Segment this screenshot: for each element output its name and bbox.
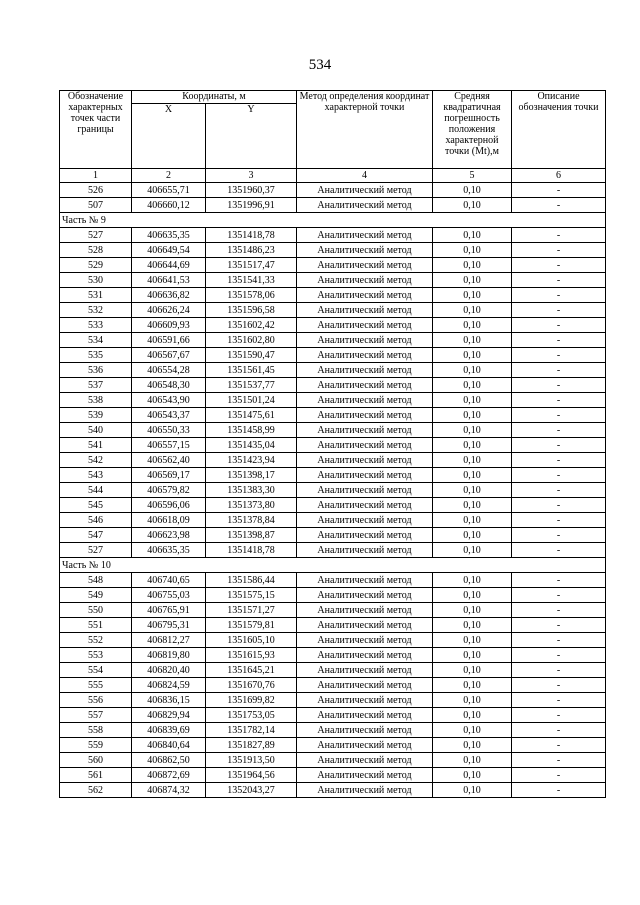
column-number: 1 [60, 169, 132, 183]
point-id-cell: 532 [60, 303, 132, 318]
point-id-cell: 556 [60, 693, 132, 708]
method-cell: Аналитический метод [297, 648, 433, 663]
x-coordinate-cell: 406554,28 [132, 363, 206, 378]
method-cell: Аналитический метод [297, 573, 433, 588]
point-id-cell: 530 [60, 273, 132, 288]
error-cell: 0,10 [433, 258, 512, 273]
header-description: Описание обозначения точки [512, 91, 606, 169]
x-coordinate-cell: 406840,64 [132, 738, 206, 753]
table-row [60, 723, 606, 738]
description-cell: - [512, 408, 606, 423]
point-id-cell: 554 [60, 663, 132, 678]
x-coordinate-cell: 406626,24 [132, 303, 206, 318]
method-cell: Аналитический метод [297, 258, 433, 273]
description-cell: - [512, 243, 606, 258]
method-cell: Аналитический метод [297, 453, 433, 468]
table-row [60, 348, 606, 363]
x-coordinate-cell: 406641,53 [132, 273, 206, 288]
y-coordinate-cell: 1351418,78 [206, 543, 297, 558]
column-number: 5 [433, 169, 512, 183]
description-cell: - [512, 783, 606, 798]
x-coordinate-cell: 406567,67 [132, 348, 206, 363]
error-cell: 0,10 [433, 543, 512, 558]
description-cell: - [512, 753, 606, 768]
error-cell: 0,10 [433, 603, 512, 618]
method-cell: Аналитический метод [297, 378, 433, 393]
column-number: 4 [297, 169, 433, 183]
table-row [60, 468, 606, 483]
error-cell: 0,10 [433, 273, 512, 288]
point-id-cell: 560 [60, 753, 132, 768]
x-coordinate-cell: 406812,27 [132, 633, 206, 648]
y-coordinate-cell: 1351458,99 [206, 423, 297, 438]
error-cell: 0,10 [433, 378, 512, 393]
y-coordinate-cell: 1351670,76 [206, 678, 297, 693]
y-coordinate-cell: 1351541,33 [206, 273, 297, 288]
point-id-cell: 527 [60, 228, 132, 243]
x-coordinate-cell: 406636,82 [132, 288, 206, 303]
description-cell: - [512, 708, 606, 723]
table-row [60, 483, 606, 498]
point-id-cell: 555 [60, 678, 132, 693]
method-cell: Аналитический метод [297, 438, 433, 453]
method-cell: Аналитический метод [297, 318, 433, 333]
column-number: 6 [512, 169, 606, 183]
method-cell: Аналитический метод [297, 483, 433, 498]
x-coordinate-cell: 406596,06 [132, 498, 206, 513]
description-cell: - [512, 663, 606, 678]
header-point-designation: Обозначение характерных точек части границы [60, 91, 132, 169]
table-row [60, 663, 606, 678]
description-cell: - [512, 468, 606, 483]
table-row [60, 378, 606, 393]
table-row [60, 243, 606, 258]
point-id-cell: 538 [60, 393, 132, 408]
table-row [60, 768, 606, 783]
method-cell: Аналитический метод [297, 693, 433, 708]
description-cell: - [512, 483, 606, 498]
method-cell: Аналитический метод [297, 348, 433, 363]
description-cell: - [512, 348, 606, 363]
table-row [60, 753, 606, 768]
error-cell: 0,10 [433, 768, 512, 783]
x-coordinate-cell: 406655,71 [132, 183, 206, 198]
error-cell: 0,10 [433, 783, 512, 798]
x-coordinate-cell: 406644,69 [132, 258, 206, 273]
x-coordinate-cell: 406819,80 [132, 648, 206, 663]
y-coordinate-cell: 1351486,23 [206, 243, 297, 258]
x-coordinate-cell: 406579,82 [132, 483, 206, 498]
table-row [60, 198, 606, 213]
point-id-cell: 549 [60, 588, 132, 603]
point-id-cell: 507 [60, 198, 132, 213]
table-row [60, 543, 606, 558]
y-coordinate-cell: 1351605,10 [206, 633, 297, 648]
point-id-cell: 535 [60, 348, 132, 363]
error-cell: 0,10 [433, 663, 512, 678]
description-cell: - [512, 198, 606, 213]
table-row [60, 303, 606, 318]
description-cell: - [512, 543, 606, 558]
error-cell: 0,10 [433, 198, 512, 213]
part-label: Часть № 9 [60, 213, 606, 228]
y-coordinate-cell: 1352043,27 [206, 783, 297, 798]
error-cell: 0,10 [433, 318, 512, 333]
point-id-cell: 561 [60, 768, 132, 783]
table-row [60, 423, 606, 438]
method-cell: Аналитический метод [297, 738, 433, 753]
point-id-cell: 553 [60, 648, 132, 663]
table-row [60, 408, 606, 423]
method-cell: Аналитический метод [297, 183, 433, 198]
x-coordinate-cell: 406562,40 [132, 453, 206, 468]
table-row [60, 708, 606, 723]
header-error: Средняя квадратичная погрешность положения характерной точки (Mt),м [433, 91, 512, 169]
table-row [60, 273, 606, 288]
error-cell: 0,10 [433, 498, 512, 513]
description-cell: - [512, 288, 606, 303]
method-cell: Аналитический метод [297, 723, 433, 738]
point-id-cell: 529 [60, 258, 132, 273]
point-id-cell: 545 [60, 498, 132, 513]
method-cell: Аналитический метод [297, 663, 433, 678]
error-cell: 0,10 [433, 393, 512, 408]
description-cell: - [512, 618, 606, 633]
table-row [60, 333, 606, 348]
error-cell: 0,10 [433, 243, 512, 258]
point-id-cell: 534 [60, 333, 132, 348]
x-coordinate-cell: 406623,98 [132, 528, 206, 543]
error-cell: 0,10 [433, 573, 512, 588]
x-coordinate-cell: 406618,09 [132, 513, 206, 528]
point-id-cell: 531 [60, 288, 132, 303]
table-row [60, 618, 606, 633]
x-coordinate-cell: 406548,30 [132, 378, 206, 393]
error-cell: 0,10 [433, 693, 512, 708]
description-cell: - [512, 318, 606, 333]
description-cell: - [512, 723, 606, 738]
error-cell: 0,10 [433, 708, 512, 723]
x-coordinate-cell: 406824,59 [132, 678, 206, 693]
x-coordinate-cell: 406591,66 [132, 333, 206, 348]
error-cell: 0,10 [433, 303, 512, 318]
method-cell: Аналитический метод [297, 513, 433, 528]
y-coordinate-cell: 1351615,93 [206, 648, 297, 663]
table-row [60, 678, 606, 693]
error-cell: 0,10 [433, 753, 512, 768]
error-cell: 0,10 [433, 453, 512, 468]
point-id-cell: 550 [60, 603, 132, 618]
table-row [60, 393, 606, 408]
method-cell: Аналитический метод [297, 498, 433, 513]
table-row [60, 573, 606, 588]
method-cell: Аналитический метод [297, 603, 433, 618]
error-cell: 0,10 [433, 513, 512, 528]
column-number: 2 [132, 169, 206, 183]
table-row [60, 633, 606, 648]
y-coordinate-cell: 1351579,81 [206, 618, 297, 633]
header-x: X [132, 104, 206, 169]
y-coordinate-cell: 1351590,47 [206, 348, 297, 363]
y-coordinate-cell: 1351645,21 [206, 663, 297, 678]
method-cell: Аналитический метод [297, 198, 433, 213]
y-coordinate-cell: 1351827,89 [206, 738, 297, 753]
point-id-cell: 546 [60, 513, 132, 528]
description-cell: - [512, 303, 606, 318]
description-cell: - [512, 573, 606, 588]
table-row [60, 738, 606, 753]
y-coordinate-cell: 1351571,27 [206, 603, 297, 618]
method-cell: Аналитический метод [297, 333, 433, 348]
table-row [60, 603, 606, 618]
point-id-cell: 543 [60, 468, 132, 483]
description-cell: - [512, 333, 606, 348]
method-cell: Аналитический метод [297, 228, 433, 243]
method-cell: Аналитический метод [297, 363, 433, 378]
table-row [60, 318, 606, 333]
error-cell: 0,10 [433, 363, 512, 378]
page-number: 534 [308, 57, 332, 73]
y-coordinate-cell: 1351561,45 [206, 363, 297, 378]
x-coordinate-cell: 406862,50 [132, 753, 206, 768]
x-coordinate-cell: 406829,94 [132, 708, 206, 723]
method-cell: Аналитический метод [297, 708, 433, 723]
error-cell: 0,10 [433, 723, 512, 738]
x-coordinate-cell: 406660,12 [132, 198, 206, 213]
method-cell: Аналитический метод [297, 678, 433, 693]
error-cell: 0,10 [433, 588, 512, 603]
x-coordinate-cell: 406649,54 [132, 243, 206, 258]
description-cell: - [512, 678, 606, 693]
y-coordinate-cell: 1351398,87 [206, 528, 297, 543]
method-cell: Аналитический метод [297, 288, 433, 303]
point-id-cell: 548 [60, 573, 132, 588]
method-cell: Аналитический метод [297, 618, 433, 633]
y-coordinate-cell: 1351575,15 [206, 588, 297, 603]
table-row [60, 528, 606, 543]
x-coordinate-cell: 406872,69 [132, 768, 206, 783]
x-coordinate-cell: 406836,15 [132, 693, 206, 708]
description-cell: - [512, 273, 606, 288]
method-cell: Аналитический метод [297, 273, 433, 288]
x-coordinate-cell: 406765,91 [132, 603, 206, 618]
point-id-cell: 558 [60, 723, 132, 738]
method-cell: Аналитический метод [297, 633, 433, 648]
point-id-cell: 557 [60, 708, 132, 723]
description-cell: - [512, 528, 606, 543]
y-coordinate-cell: 1351913,50 [206, 753, 297, 768]
table-row [60, 783, 606, 798]
column-numbers-row [60, 169, 606, 183]
y-coordinate-cell: 1351475,61 [206, 408, 297, 423]
part-header-row [60, 213, 606, 228]
error-cell: 0,10 [433, 348, 512, 363]
error-cell: 0,10 [433, 483, 512, 498]
x-coordinate-cell: 406874,32 [132, 783, 206, 798]
y-coordinate-cell: 1351398,17 [206, 468, 297, 483]
table-row [60, 438, 606, 453]
y-coordinate-cell: 1351996,91 [206, 198, 297, 213]
part-label: Часть № 10 [60, 558, 606, 573]
error-cell: 0,10 [433, 468, 512, 483]
y-coordinate-cell: 1351602,80 [206, 333, 297, 348]
header-method: Метод определения координат характерной точки [297, 91, 433, 169]
table-row [60, 513, 606, 528]
description-cell: - [512, 738, 606, 753]
description-cell: - [512, 393, 606, 408]
x-coordinate-cell: 406543,90 [132, 393, 206, 408]
point-id-cell: 542 [60, 453, 132, 468]
method-cell: Аналитический метод [297, 423, 433, 438]
error-cell: 0,10 [433, 333, 512, 348]
point-id-cell: 562 [60, 783, 132, 798]
error-cell: 0,10 [433, 528, 512, 543]
header-coordinates: Координаты, м [132, 91, 297, 104]
column-number: 3 [206, 169, 297, 183]
x-coordinate-cell: 406740,65 [132, 573, 206, 588]
point-id-cell: 547 [60, 528, 132, 543]
error-cell: 0,10 [433, 438, 512, 453]
point-id-cell: 526 [60, 183, 132, 198]
y-coordinate-cell: 1351383,30 [206, 483, 297, 498]
method-cell: Аналитический метод [297, 753, 433, 768]
x-coordinate-cell: 406609,93 [132, 318, 206, 333]
description-cell: - [512, 258, 606, 273]
description-cell: - [512, 768, 606, 783]
table-row [60, 693, 606, 708]
error-cell: 0,10 [433, 228, 512, 243]
table-row [60, 363, 606, 378]
description-cell: - [512, 378, 606, 393]
error-cell: 0,10 [433, 183, 512, 198]
description-cell: - [512, 228, 606, 243]
method-cell: Аналитический метод [297, 783, 433, 798]
error-cell: 0,10 [433, 738, 512, 753]
description-cell: - [512, 453, 606, 468]
y-coordinate-cell: 1351586,44 [206, 573, 297, 588]
method-cell: Аналитический метод [297, 543, 433, 558]
point-id-cell: 559 [60, 738, 132, 753]
description-cell: - [512, 363, 606, 378]
method-cell: Аналитический метод [297, 393, 433, 408]
y-coordinate-cell: 1351602,42 [206, 318, 297, 333]
table-row [60, 498, 606, 513]
y-coordinate-cell: 1351782,14 [206, 723, 297, 738]
y-coordinate-cell: 1351578,06 [206, 288, 297, 303]
point-id-cell: 539 [60, 408, 132, 423]
y-coordinate-cell: 1351960,37 [206, 183, 297, 198]
point-id-cell: 537 [60, 378, 132, 393]
table-row [60, 288, 606, 303]
error-cell: 0,10 [433, 408, 512, 423]
y-coordinate-cell: 1351964,56 [206, 768, 297, 783]
description-cell: - [512, 648, 606, 663]
method-cell: Аналитический метод [297, 408, 433, 423]
y-coordinate-cell: 1351753,05 [206, 708, 297, 723]
table-row [60, 258, 606, 273]
method-cell: Аналитический метод [297, 468, 433, 483]
description-cell: - [512, 633, 606, 648]
x-coordinate-cell: 406755,03 [132, 588, 206, 603]
point-id-cell: 533 [60, 318, 132, 333]
point-id-cell: 552 [60, 633, 132, 648]
error-cell: 0,10 [433, 678, 512, 693]
table-row [60, 453, 606, 468]
y-coordinate-cell: 1351699,82 [206, 693, 297, 708]
description-cell: - [512, 423, 606, 438]
y-coordinate-cell: 1351596,58 [206, 303, 297, 318]
x-coordinate-cell: 406795,31 [132, 618, 206, 633]
error-cell: 0,10 [433, 648, 512, 663]
point-id-cell: 551 [60, 618, 132, 633]
x-coordinate-cell: 406543,37 [132, 408, 206, 423]
point-id-cell: 528 [60, 243, 132, 258]
y-coordinate-cell: 1351517,47 [206, 258, 297, 273]
description-cell: - [512, 603, 606, 618]
x-coordinate-cell: 406557,15 [132, 438, 206, 453]
x-coordinate-cell: 406635,35 [132, 543, 206, 558]
point-id-cell: 536 [60, 363, 132, 378]
y-coordinate-cell: 1351418,78 [206, 228, 297, 243]
y-coordinate-cell: 1351423,94 [206, 453, 297, 468]
method-cell: Аналитический метод [297, 588, 433, 603]
x-coordinate-cell: 406839,69 [132, 723, 206, 738]
description-cell: - [512, 498, 606, 513]
point-id-cell: 541 [60, 438, 132, 453]
description-cell: - [512, 693, 606, 708]
method-cell: Аналитический метод [297, 528, 433, 543]
x-coordinate-cell: 406569,17 [132, 468, 206, 483]
x-coordinate-cell: 406820,40 [132, 663, 206, 678]
table-row [60, 183, 606, 198]
point-id-cell: 527 [60, 543, 132, 558]
error-cell: 0,10 [433, 423, 512, 438]
table-row [60, 588, 606, 603]
y-coordinate-cell: 1351378,84 [206, 513, 297, 528]
table-row [60, 648, 606, 663]
y-coordinate-cell: 1351435,04 [206, 438, 297, 453]
point-id-cell: 544 [60, 483, 132, 498]
description-cell: - [512, 588, 606, 603]
y-coordinate-cell: 1351537,77 [206, 378, 297, 393]
description-cell: - [512, 513, 606, 528]
part-header-row [60, 558, 606, 573]
error-cell: 0,10 [433, 618, 512, 633]
description-cell: - [512, 438, 606, 453]
header-y: Y [206, 104, 297, 169]
coordinates-table [59, 90, 606, 798]
y-coordinate-cell: 1351501,24 [206, 393, 297, 408]
table-row [60, 228, 606, 243]
x-coordinate-cell: 406635,35 [132, 228, 206, 243]
point-id-cell: 540 [60, 423, 132, 438]
error-cell: 0,10 [433, 288, 512, 303]
description-cell: - [512, 183, 606, 198]
method-cell: Аналитический метод [297, 768, 433, 783]
x-coordinate-cell: 406550,33 [132, 423, 206, 438]
error-cell: 0,10 [433, 633, 512, 648]
table-body [60, 183, 606, 798]
y-coordinate-cell: 1351373,80 [206, 498, 297, 513]
method-cell: Аналитический метод [297, 303, 433, 318]
method-cell: Аналитический метод [297, 243, 433, 258]
